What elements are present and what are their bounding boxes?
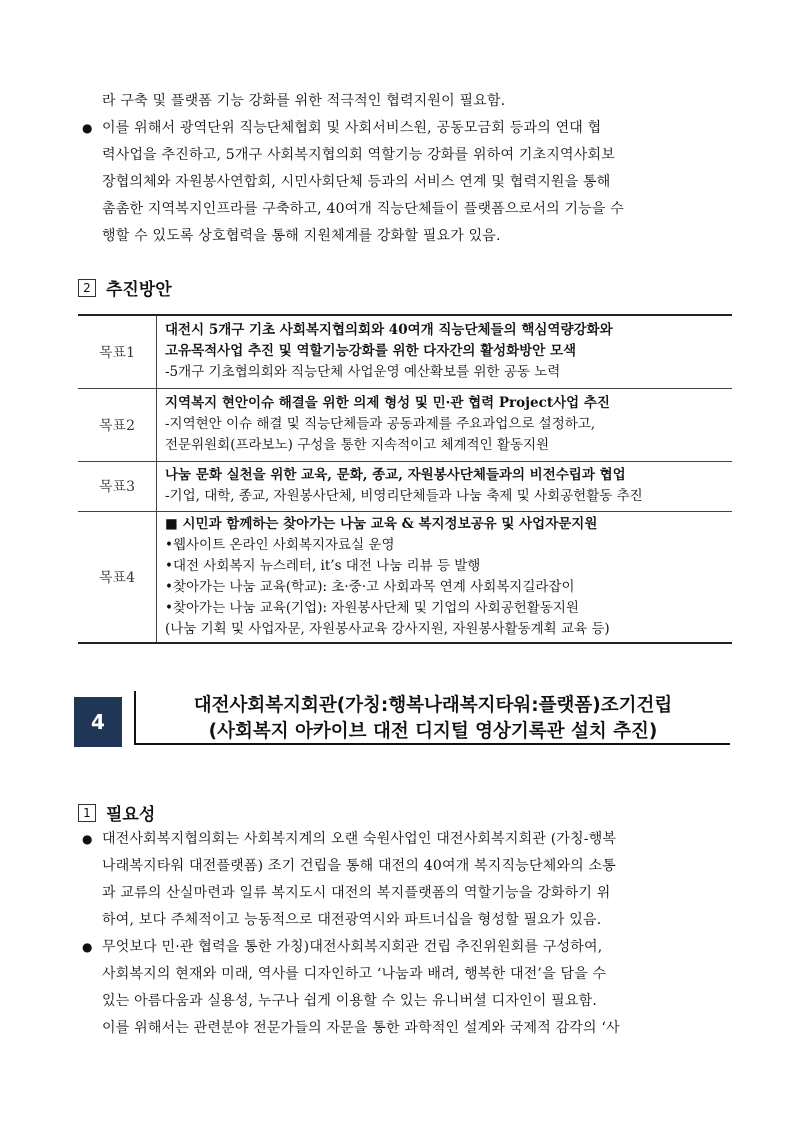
goal-label: 목표1 <box>78 315 157 388</box>
text-line: 이를 위해서는 관련분야 전문가들의 자문을 통한 과학적인 설계와 국제적 감각의 ‘사 <box>102 1020 620 1036</box>
intro-paragraph <box>80 88 730 250</box>
goal-body <box>157 388 733 461</box>
text-line: 무엇보다 민·관 협력을 통한 가칭)대전사회복지회관 건립 추진위원회를 구성하여, <box>102 939 603 955</box>
text-line: 력사업을 추진하고, 5개구 사회복지협의회 역할기능 강화를 위하여 기초지역사회보 <box>102 147 615 163</box>
goal-title: ■ 시민과 함께하는 찾아가는 나눔 교육 & 복지정보공유 및 사업자문지원 <box>165 515 598 532</box>
text-line: 하여, 보다 주체적이고 능동적으로 대전광역시와 파트너십을 형성할 필요가 있음. <box>102 912 602 928</box>
bullet-item <box>80 115 730 250</box>
section-heading-need <box>78 800 155 825</box>
heading-title: 필요성 <box>106 805 156 825</box>
section-title-line: 대전사회복지회관(가칭:행복나래복지타워:플랫폼)조기건립 <box>193 695 673 716</box>
goal-title: 대전시 5개구 기초 사회복지협의회와 40여개 직능단체들의 핵심역량강화와 <box>165 322 613 339</box>
goal-body <box>157 511 733 643</box>
section-title-line: (사회복지 아카이브 대전 디지털 영상기록관 설치 추진) <box>208 721 658 742</box>
goal-detail: (나눔 기획 및 사업자문, 자원봉사교육 강사지원, 자원봉사활동계획 교육 등) <box>165 620 610 637</box>
table-row <box>78 461 732 511</box>
goal-title: 고유목적사업 추진 및 역할기능강화를 위한 다자간의 활성화방안 모색 <box>165 343 577 360</box>
goal-label: 목표3 <box>78 461 157 511</box>
text-line: 사회복지의 현재와 미래, 역사를 디자인하고 ‘나눔과 배려, 행복한 대전’을 담을 수 <box>102 966 607 982</box>
goal-body <box>157 315 733 388</box>
goal-detail: •찾아가는 나눔 교육(기업): 자원봉사단체 및 기업의 사회공헌활동지원 <box>165 599 579 616</box>
goal-detail: 전문위원회(프라보노) 구성을 통한 지속적이고 체계적인 활동지원 <box>165 437 550 453</box>
goal-detail: •찾아가는 나눔 교육(학교): 초·중·고 사회과목 연계 사회복지길라잡이 <box>165 578 575 595</box>
bullet-icon: ● <box>82 121 93 135</box>
text-line: 라 구축 및 플랫폼 기능 강화를 위한 적극적인 협력지원이 필요함. <box>102 93 506 109</box>
goal-detail: -5개구 기초협의회와 직능단체 사업운영 예산확보를 위한 공동 노력 <box>165 364 561 381</box>
table-row <box>78 315 732 388</box>
text-line: 촘촘한 지역복지인프라를 구축하고, 40여개 직능단체들이 플랫폼으로서의 기능을 수 <box>102 201 625 217</box>
goal-label: 목표2 <box>78 388 157 461</box>
goal-title: 지역복지 현안이슈 해결을 위한 의제 형성 및 민·관 협력 Project사업 추진 <box>165 395 610 411</box>
table-row <box>78 511 732 643</box>
goal-body <box>157 461 733 511</box>
text-line: 행할 수 있도록 상호협력을 통해 지원체계를 강화할 필요가 있음. <box>102 228 501 244</box>
text-line: 대전사회복지협의회는 사회복지계의 오랜 숙원사업인 대전사회복지회관 (가칭-행복 <box>102 831 617 847</box>
bullet-item <box>80 934 730 1042</box>
goal-detail: •대전 사회복지 뉴스레터, it’s 대전 나눔 리뷰 등 발행 <box>165 557 481 574</box>
heading-number: 1 <box>78 804 96 822</box>
goal-title: 나눔 문화 실천을 위한 교육, 문화, 종교, 자원봉사단체들과의 비전수립과 협업 <box>165 467 626 483</box>
goal-detail: •웹사이트 온라인 사회복지자료실 운영 <box>165 536 395 553</box>
text-line: 있는 아름다움과 실용성, 누구나 쉽게 이용할 수 있는 유니버셜 디자인이 필요함. <box>102 993 597 1009</box>
goals-table <box>78 314 732 644</box>
section-number-badge: 4 <box>74 697 122 747</box>
heading-title: 추진방안 <box>106 280 172 300</box>
bullet-icon: ● <box>82 832 93 846</box>
section-title <box>134 691 730 745</box>
bullet-item <box>80 826 730 934</box>
section-heading-plan <box>78 275 172 300</box>
heading-number: 2 <box>78 279 96 297</box>
goal-detail: -기업, 대학, 종교, 자원봉사단체, 비영리단체들과 나눔 축제 및 사회공헌활동 추진 <box>165 488 643 504</box>
need-paragraph <box>80 826 730 1042</box>
text-line: 장협의체와 자원봉사연합회, 시민사회단체 등과의 서비스 연계 및 협력지원을 통해 <box>102 174 611 190</box>
goal-label: 목표4 <box>78 511 157 643</box>
text-line: 과 교류의 산실마련과 일류 복지도시 대전의 복지플랫폼의 역할기능을 강화하기 위 <box>102 885 611 901</box>
text-line: 이를 위해서 광역단위 직능단체협회 및 사회서비스원, 공동모금회 등과의 연대 협 <box>102 120 602 136</box>
bullet-icon: ● <box>82 940 93 954</box>
table-row <box>78 388 732 461</box>
goal-detail: -지역현안 이슈 해결 및 직능단체들과 공동과제를 주요과업으로 설정하고, <box>165 416 596 432</box>
text-line: 나래복지타워 대전플랫폼) 조기 건립을 통해 대전의 40여개 복지직능단체와의 소통 <box>102 858 616 874</box>
